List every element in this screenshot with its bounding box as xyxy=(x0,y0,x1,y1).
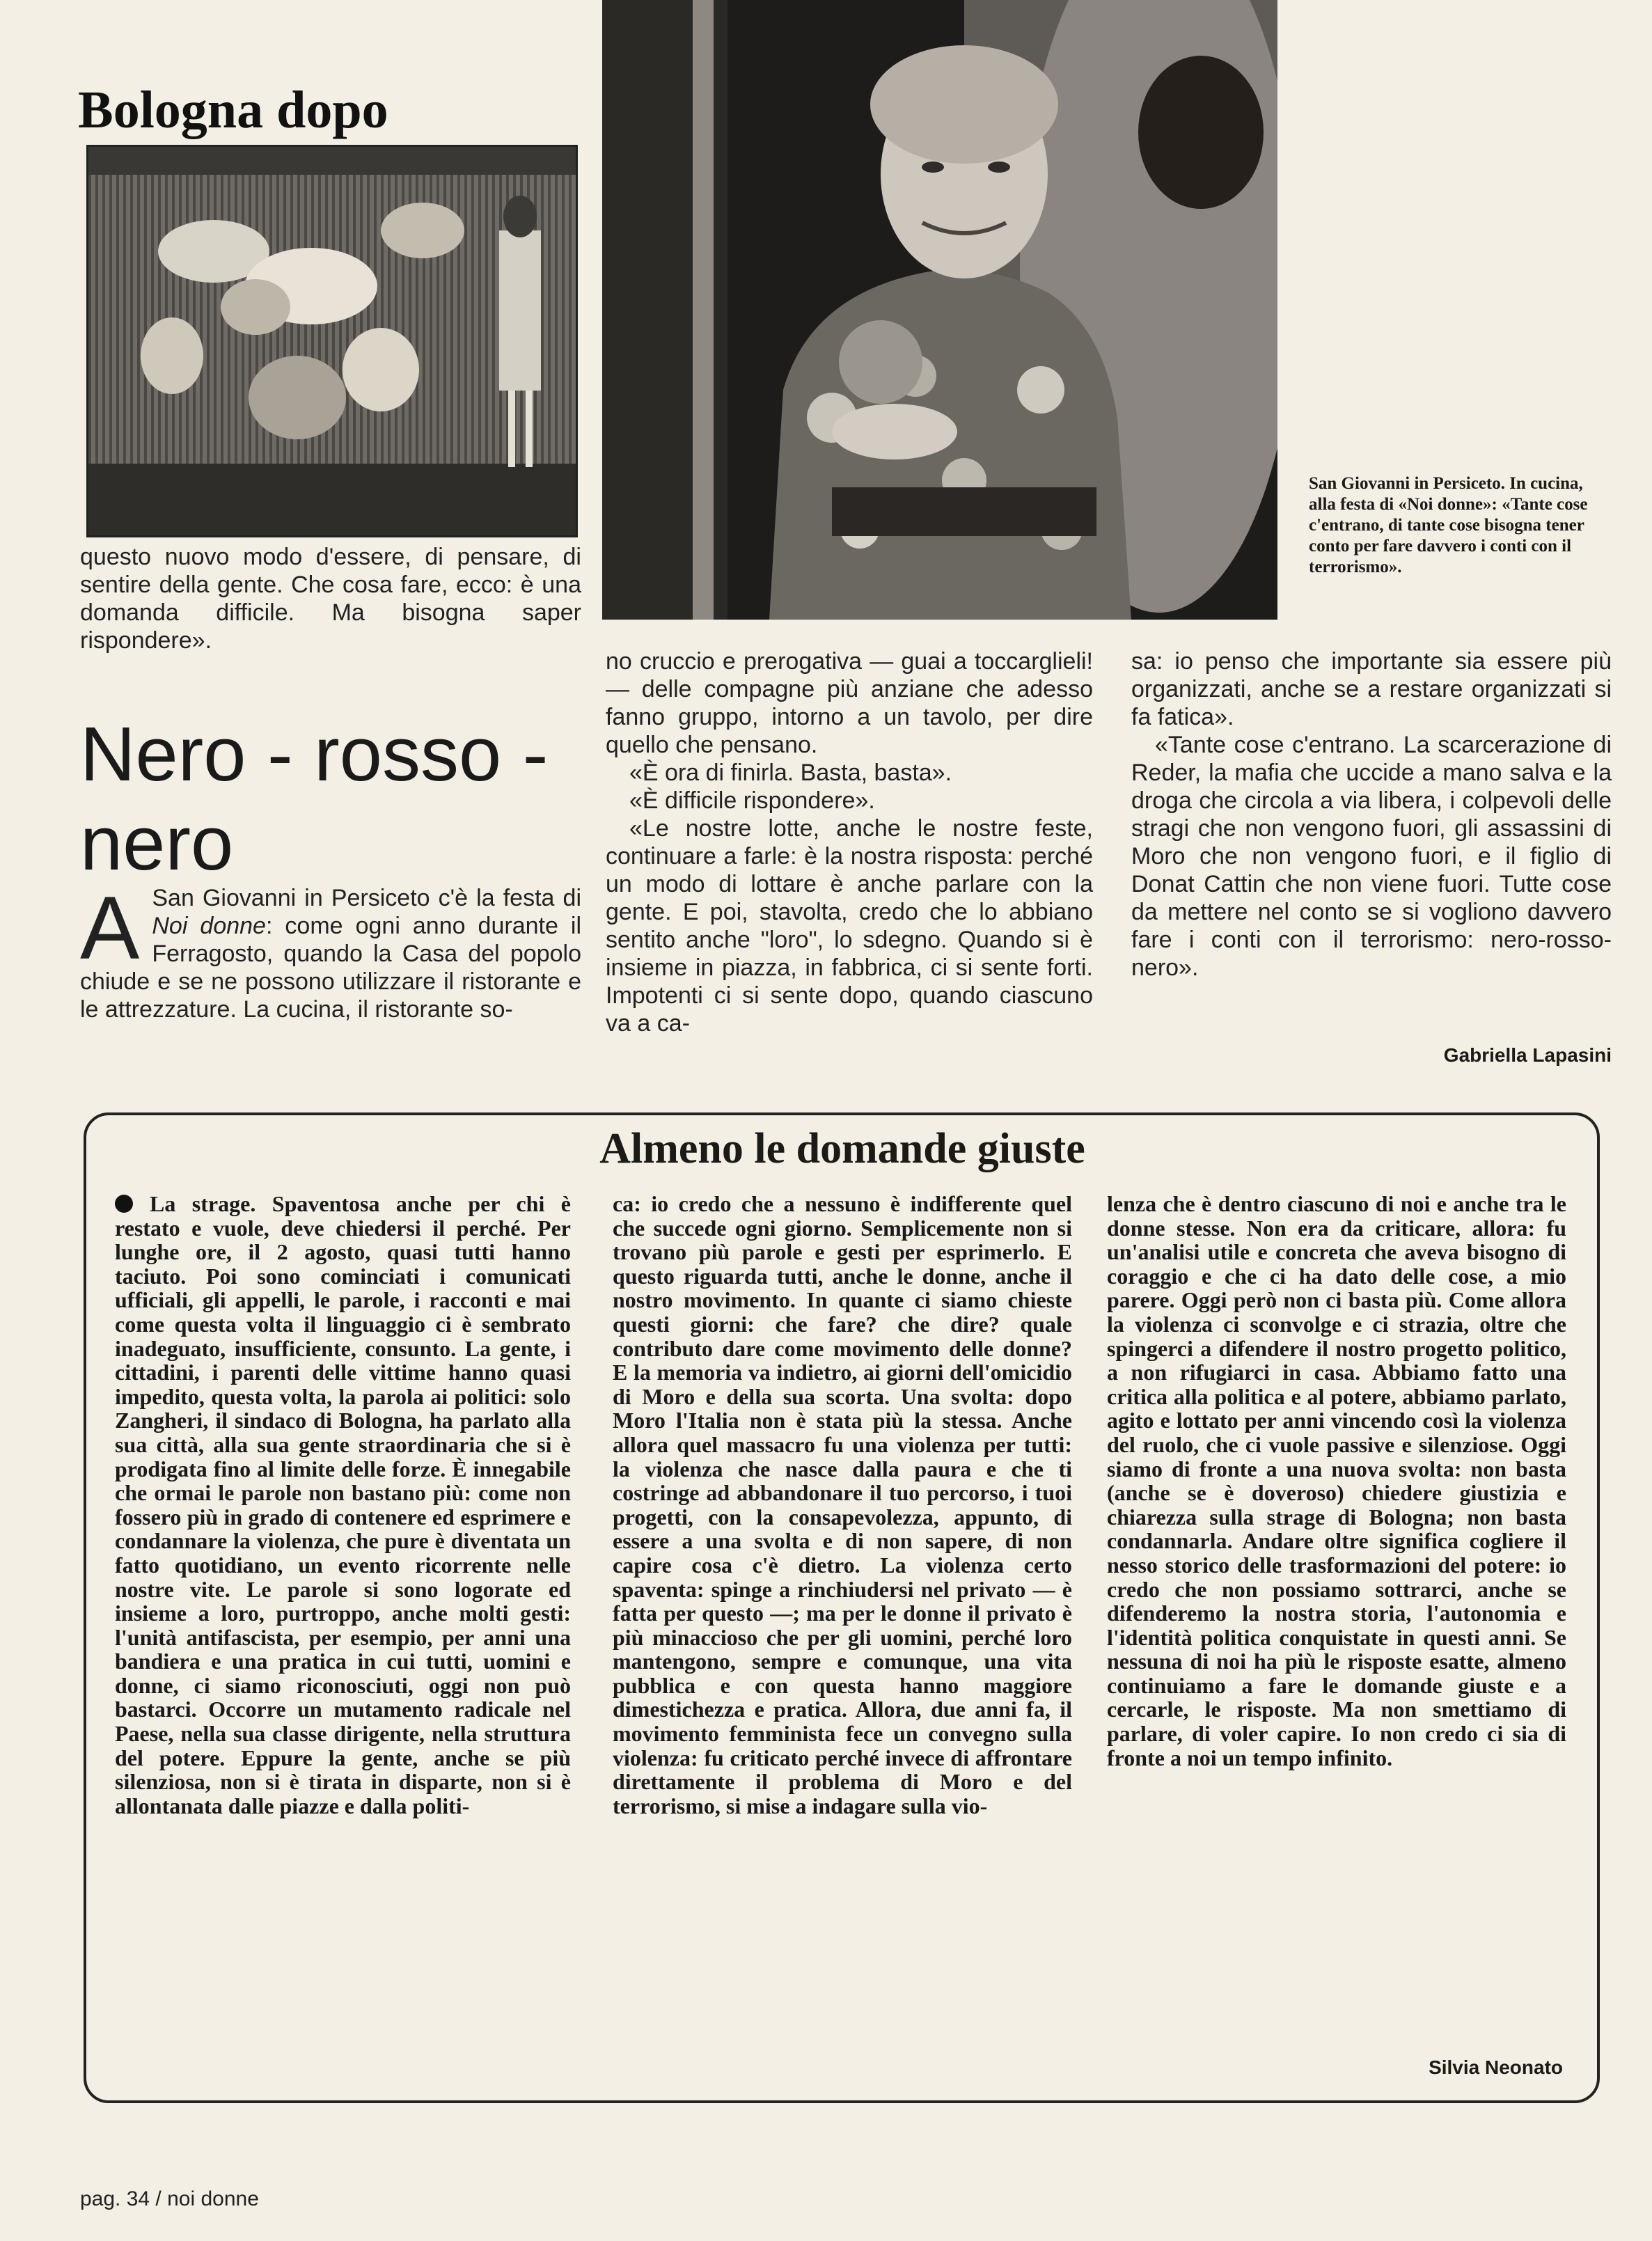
box-col3-text: lenza che è dentro ciascuno di noi e anche tra le donne stesse. Non era da criticare, allora: fu un'analisi utile e concreta che aveva bisogno di coraggio e che ci ha dato delle cose, a mio parere. Oggi però non ci basta più. Come allora la violenza ci sconvolge e ci strazia, oltre che spingerci a difendere il nostro progetto politico, a non rifugiarci in casa. Abbiamo fatto una critica alla politica e al potere, abbiamo parlato, agito e lottato per anni vincendo così la violenza del ruolo, che ci vuole passive e silenziose. Oggi siamo di fronte a una nuova svolta: non basta (anche se è doveroso) chiedere giustizia e chiarezza sulla strage di Bologna; non basta condannarla. Andare oltre significa cogliere il nesso storico delle trasformazioni del potere: io credo che non possiamo sottrarci, anche se difenderemo la nostra storia, l'autonomia e l'identità politica conquistate in questi anni. Se nessuna di noi ha più le risposte esatte, almeno continuiamo a fare le domande giuste e a cercarle, le risposte. Ma non smettiamo di parlare, di voler capire. Io non credo ci sia di fronte a noi un tempo infinito. xyxy=(1107,1191,1566,1770)
col3-paragraph-2: «Tante cose c'entrano. La scarcerazione di Reder, la mafia che uccide a mano salva e la droga che circola a via libera, i colpevoli delle stragi che non vengono fuori, gli assassini di Moro che non vengono fuori, e il figlio di Donat Cattin che non viene fuori. Tutte cose da mettere nel conto se si vogliono davvero fare i conti con il terrorismo: nero-rosso-nero». xyxy=(1131,732,1612,981)
drop-cap: A xyxy=(80,879,140,978)
col1-text-b: : come ogni anno durante il Ferragosto, quando la Casa del popolo chiude e se ne possono utilizzare il ristorante e le attrezzature. La cucina, il ristorante so- xyxy=(80,913,581,1023)
col2-paragraph-3: «È difficile rispondere». xyxy=(629,787,875,814)
magazine-name: Noi donne xyxy=(152,913,266,939)
article-signature: Gabriella Lapasini xyxy=(1443,1044,1612,1066)
memorial-photo xyxy=(86,145,578,537)
box-title: Almeno le domande giuste xyxy=(599,1125,1085,1172)
lead-text: questo nuovo modo d'essere, di pensare, di sentire della gente. Che cosa fare, ecco: è una domanda difficile. Ma bisogna saper rispondere». xyxy=(80,544,581,654)
col1-text-a: San Giovanni in Persiceto c'è la festa di xyxy=(152,885,581,911)
box-column-3 xyxy=(1107,1192,1566,1770)
article-column-2 xyxy=(606,647,1093,1037)
lead-paragraph xyxy=(80,543,581,654)
box-signature: Silvia Neonato xyxy=(1429,2057,1563,2078)
col3-paragraph-1: sa: io penso che importante sia essere più organizzati, anche se a restare organizzati si fa fatica». xyxy=(1131,648,1612,730)
box-column-1 xyxy=(115,1192,571,1818)
section-title: Bologna dopo xyxy=(78,81,388,139)
col2-paragraph-4: «Le nostre lotte, anche le nostre feste, continuare a farle: è la nostra risposta: perché un modo di lottare è anche parlare con la gente. E poi, stavolta, credo che lo abbiano sentito anche "loro", lo sdegno. Quando si è insieme in piazza, in fabbrica, ci si sente forti. Impotenti ci si sente dopo, quando ciascuno va a ca- xyxy=(606,815,1093,1037)
bullet-icon xyxy=(115,1195,133,1213)
article-column-1 xyxy=(80,879,581,1023)
box-column-2 xyxy=(613,1192,1072,1818)
article-paragraph xyxy=(80,879,581,1023)
box-col1-text: La strage. Spaventosa anche per chi è restato e vuole, deve chiedersi il perché. Per lunghe ore, il 2 agosto, quasi tutti hanno taciuto. Poi sono cominciati i comunicati ufficiali, gli appelli, le parole, i racconti e mai come questa volta il linguaggio ci è sembrato inadeguato, insufficiente, consunto. La gente, i cittadini, i parenti delle vittime hanno quasi impedito, questa volta, la parola ai politici: solo Zangheri, il sindaco di Bologna, ha parlato alla sua città, alla sua gente straordinaria che si è prodigata fino al limite delle forze. È innegabile che ormai le parole non bastano più: come non fossero più in grado di contenere ed esprimere e condannare la violenza, che pure è diventata un fatto quotidiano, un evento ricorrente nelle nostre vite. Le parole si sono logorate ed insieme a loro, purtroppo, anche molti gesti: l'unità antifascista, per esempio, per anni una bandiera e una pratica in cui tutti, uomini e donne, ci siamo riconosciuti, oggi non può bastarci. Occorre un mutamento radicale nel Paese, nella sua classe dirigente, nella struttura del potere. Eppure la gente, anche se più silenziosa, non si è tirata in disparte, non si è allontanata dalle piazze e dalla politi- xyxy=(115,1191,571,1818)
photo-caption: San Giovanni in Persiceto. In cucina, alla festa di «Noi donne»: «Tante cose c'entrano, di tante cose bisogna tener conto per fare davvero i conti con il terrorismo». xyxy=(1309,474,1588,576)
kitchen-photo xyxy=(602,0,1277,620)
article-headline: Nero - rosso - nero xyxy=(80,711,549,886)
box-col2-text: ca: io credo che a nessuno è indifferente quel che succede ogni giorno. Semplicemente non si trovano più parole e gesti per esprimerlo. E questo riguarda tutti, anche le donne, anche il nostro movimento. In quante ci siamo chieste questi giorni: che fare? che dire? quale contributo dare come movimento delle donne? E la memoria va indietro, ai giorni dell'omicidio di Moro e della sua scorta. Una svolta: dopo Moro l'Italia non è stata più la stessa. Anche allora quel massacro fu una violenza per tutti: la violenza che nasce dalla paura e che ti costringe ad abbandonare il tuo percorso, i tuoi progetti, con la consapevolezza, appunto, di essere a una svolta e di non sapere, di non capire cosa c'è dietro. La violenza certo spaventa: spinge a rinchiudersi nel privato — è fatta per questo —; ma per le donne il privato è più minaccioso che per gli uomini, perché loro mantengono, sempre e comunque, una vita pubblica e con questa hanno maggiore dimestichezza e pratica. Allora, due anni fa, il movimento femminista fece un convegno sulla violenza: fu criticato perché invece di affrontare direttamente il problema di Moro e del terrorismo, si mise a indagare sulla vio- xyxy=(613,1191,1072,1818)
article-column-3 xyxy=(1131,647,1612,982)
col2-paragraph-1: no cruccio e prerogativa — guai a toccarglieli! — delle compagne più anziane che adesso fanno gruppo, intorno a un tavolo, per dire quello che pensano. xyxy=(606,648,1093,758)
page-footer: pag. 34 / noi donne xyxy=(80,2187,259,2210)
col2-paragraph-2: «È ora di finirla. Basta, basta». xyxy=(629,760,952,786)
